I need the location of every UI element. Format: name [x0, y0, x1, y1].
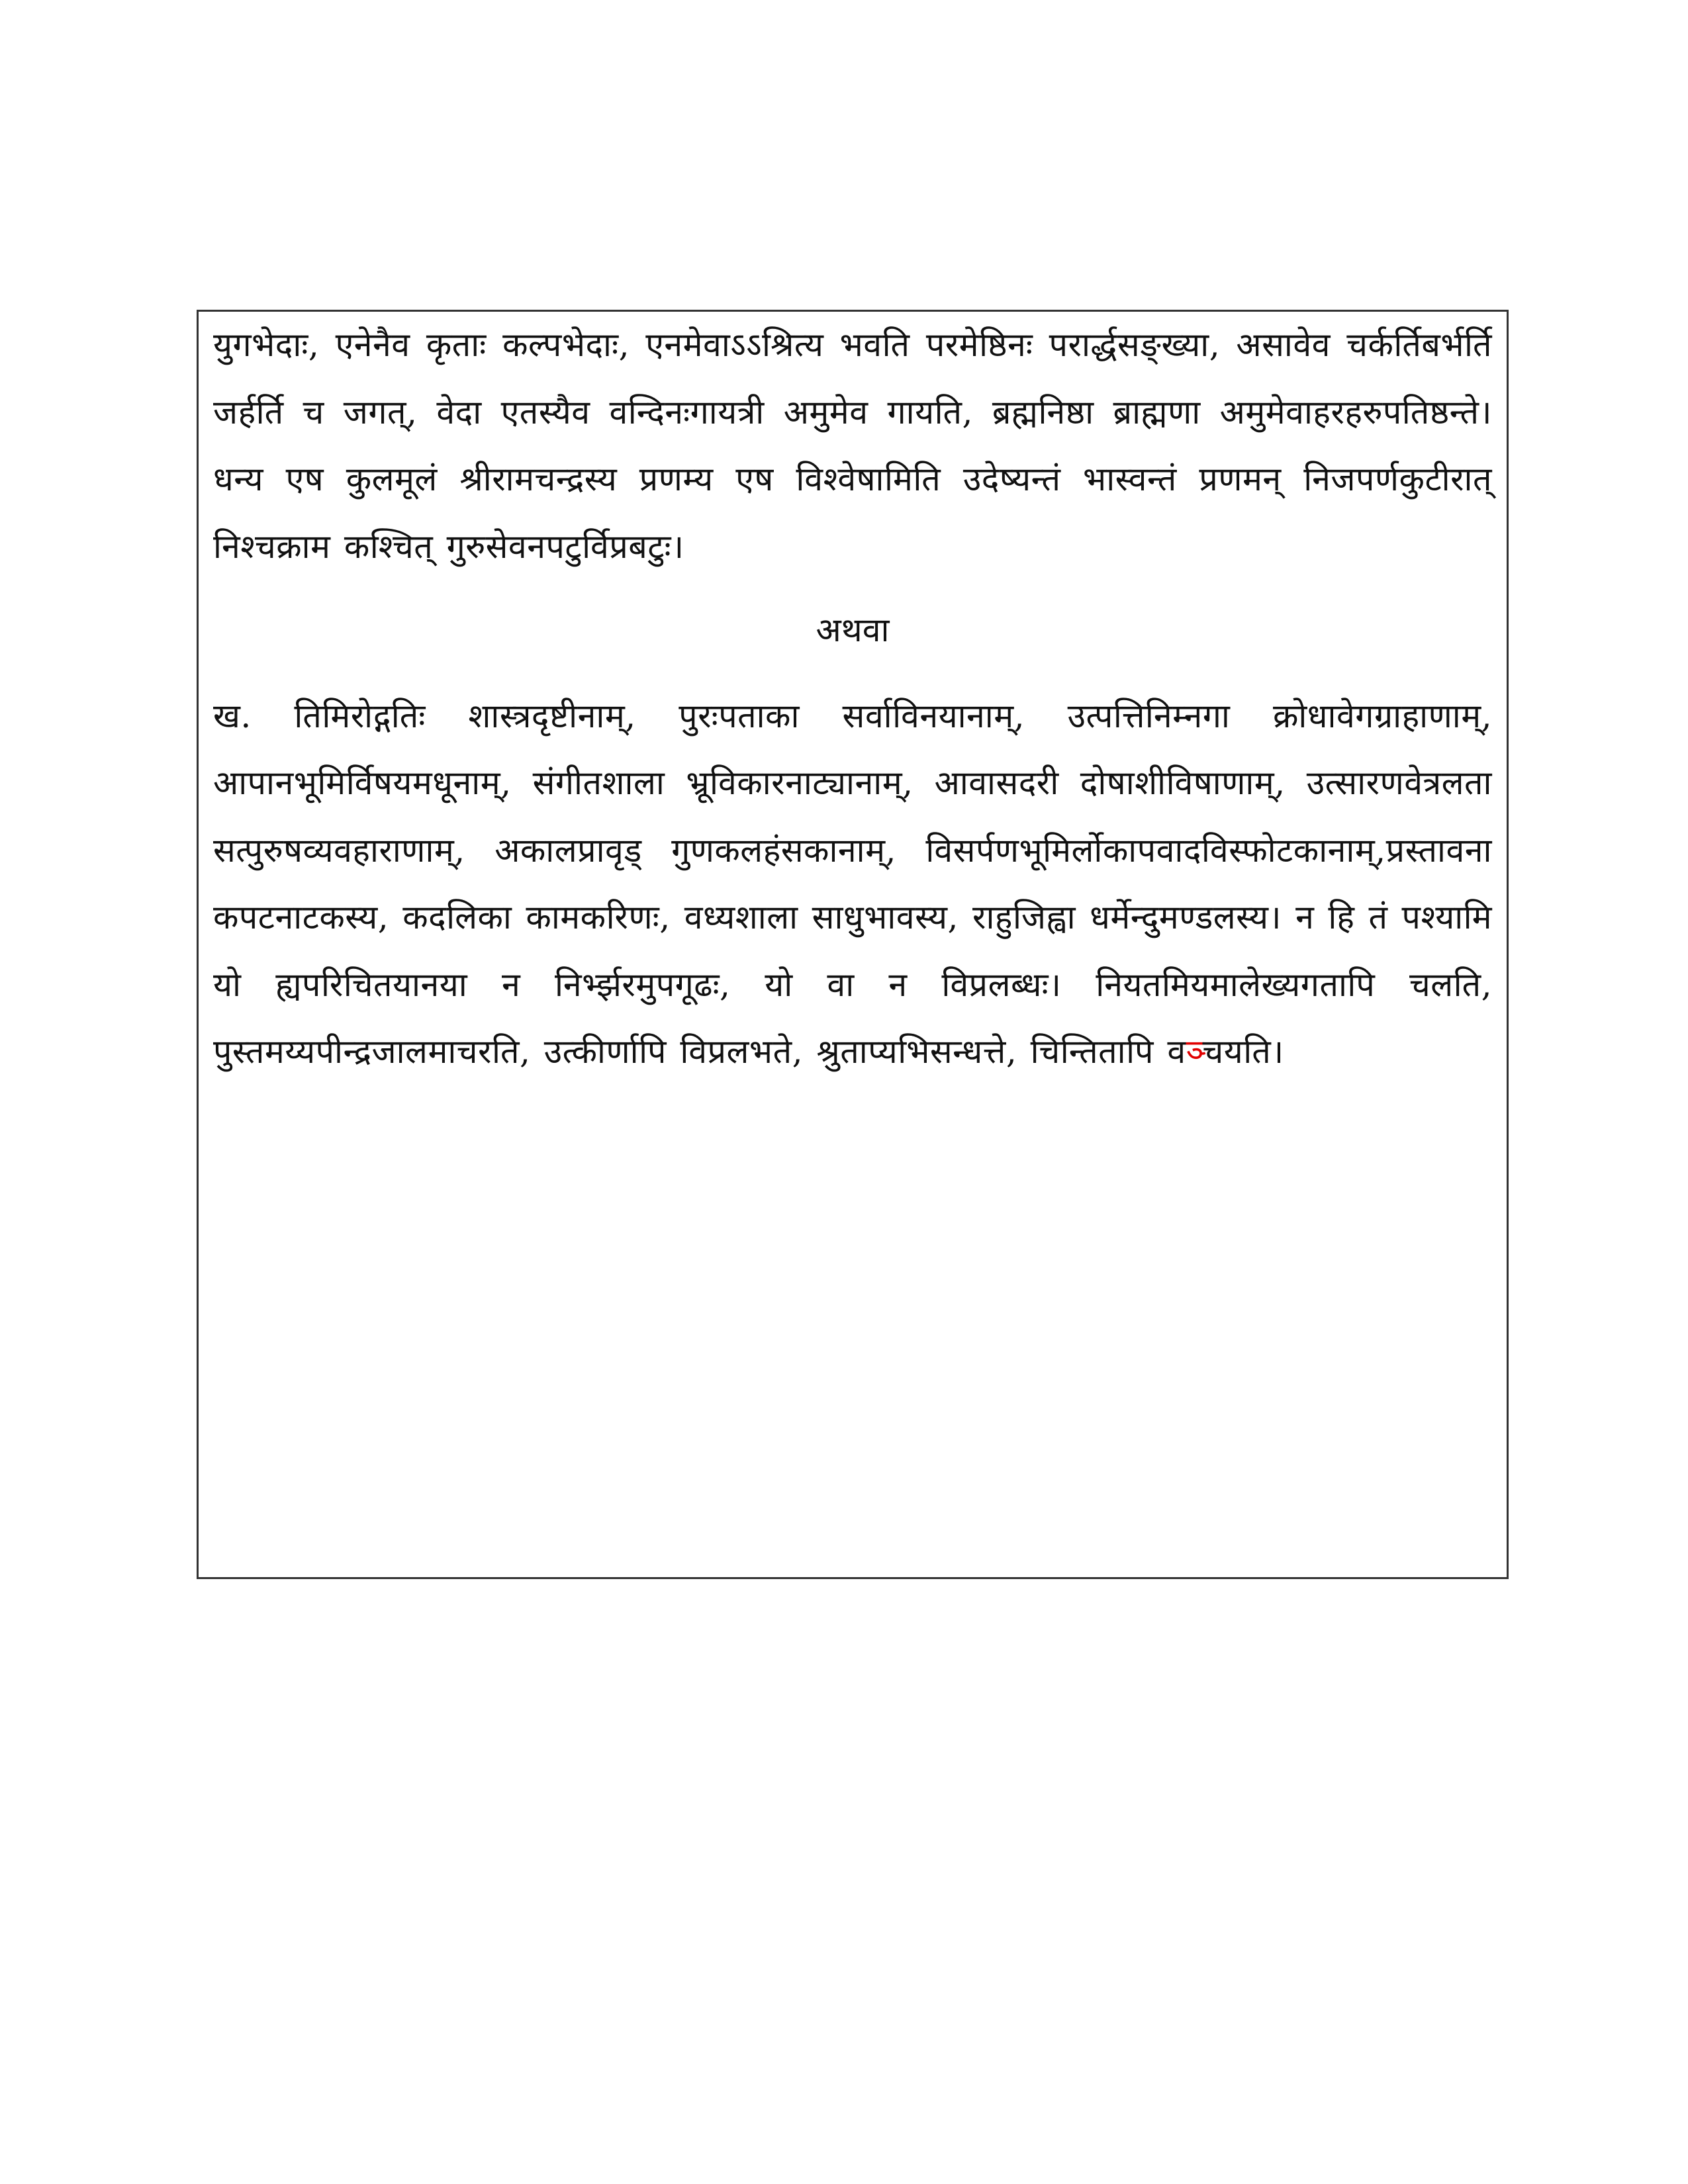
passage-b-text: ख. तिमिरोद्गतिः शास्त्रदृष्टीनाम्, पुरःपताका सर्वाविनयानाम्, उत्पत्तिनिम्नगा क्रोधावेगग्राहाणाम्, आपानभूमिर्विषयमधूनाम्, संगीतशाला भ्रूविकारनाट्यानाम्, आवासदरी दोषाशीविषाणाम्, उत्सारणवेत्रलता सत्पुरुषव्यवहाराणाम्, अकालप्रावृड् गुणकलहंसकानाम्, विसर्पणभूमिर्लोकापवादविस्फोटकानाम्,प्रस्तावना कपटनाटकस्य, कदलिका कामकरिणः, वध्यशाला साधुभावस्य, राहुजिह्वा धर्मेन्दुमण्डलस्य। न हि तं पश्यामि यो ह्यपरिचितयानया न निर्भ्झरमुपगूढः, यो वा न विप्रलब्धः। नियतमियमालेख्यगतापि चलति, पुस्तमय्यपीन्द्रजालमाचरति, उत्कीर्णापि विप्रलभते, श्रुताप्यभिसन्धत्ते, चिन्तितापि व	[213, 696, 1492, 1071]
passage-a: युगभेदाः, एनेनैव कृताः कल्पभेदाः, एनमेवाऽऽश्रित्य भवति परमेष्ठिनः परार्द्धसङ्ख्या, असावेव चर्कर्तिबर्भर्ति जर्हर्ति च जगत्, वेदा एतस्यैव वन्दिनःगायत्री अमुमेव गायति, ब्रह्मनिष्ठा ब्राह्मणा अमुमेवाहरहरुपतिष्ठन्ते। धन्य एष कुलमूलं श्रीरामचन्द्रस्य प्रणम्य एष विश्वेषामिति उदेष्यन्तं भास्वन्तं प्रणमन् निजपर्णकुटीरात् निश्चक्राम कश्चित् गुरुसेवनपटुर्विप्रबटुः।	[213, 326, 1492, 566]
or-heading: अथवा	[816, 611, 890, 649]
passage-b	[213, 683, 1492, 1086]
text-box	[197, 310, 1509, 1579]
highlighted-character: ञ्	[1186, 1032, 1203, 1071]
passage-b-ending: चयति।	[1202, 1032, 1284, 1071]
